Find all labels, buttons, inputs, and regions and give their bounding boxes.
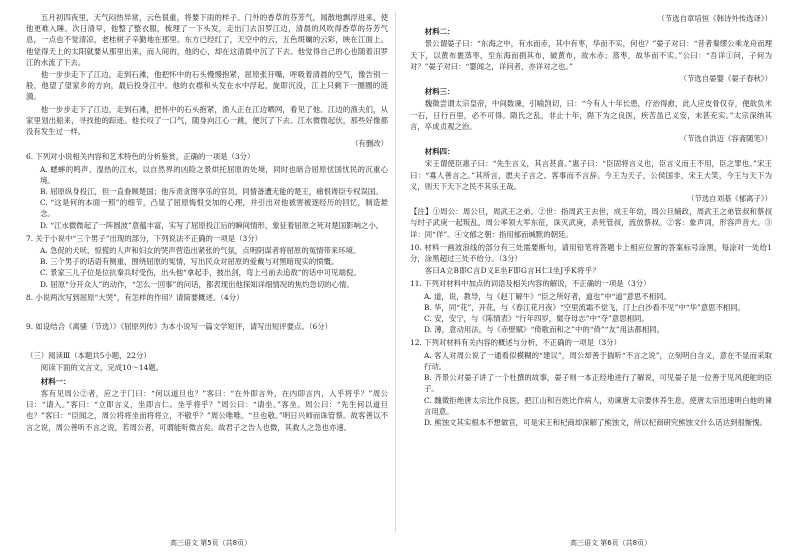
question-11-option-a: A. 道，说，教导，与《赵丁解牛》“臣之所好者，道也”中“道”意思不相同。 xyxy=(424,291,671,301)
question-7-option-d: D. 屈原“分开众人”的动作，“怎么一回事”的问话，都表现出他探知详细情况的焦灼急切的心情。 xyxy=(40,279,354,289)
material-3-text: 魏徵尝谓太宗皇帝，中间数谏，引喻剀切，曰：“今有人十年长患，疗治得愈，此人应皮骨仅存，便欲负米一石，日行百里，必不可得。隋氏之乱，非止十年，陛下为之良医，疾苦虽已义安，未甚充实。”太宗深纳其言，卒成贞观之治。 xyxy=(410,99,772,131)
page-footer-right: 高三语文 第6页（共8页） xyxy=(570,539,652,547)
question-7-option-b: B. 三个男子的话语有侧重，围绕屈原的冤情，写出民众对屈原的爱戴与对黑暗现实的愤慨。 xyxy=(40,257,339,267)
column-divider xyxy=(395,12,396,532)
left-column xyxy=(26,12,388,532)
material-2-title: 材料二： xyxy=(424,27,455,37)
question-6-option-a: A. 蟋蟀的鸣声、湿热的江水，以自然界的凶险之景烘托屈原的处境，同时也暗合屈原忧国忧民的沉重心境。 xyxy=(40,164,388,185)
annotation-note: 【注】①周公：周公旦，周武王之弟。②世：指周武王去世，成王年幼，周公旦辅政，周武王之弟管叔和蔡叔与纣子武庚一起叛乱，周公率领大军东征，诛灭武庚，杀死管叔，流放蔡叔。②客：象声词，形容声音大。③详：同“佯”。④文郁之朝：指用郁而缄默的朝廷。 xyxy=(410,207,772,239)
question-7-option-c: C. 景家三儿子位是位抗秦兵时受伤，出头他“拿起手，披出剑，弯上弓前去追敌”的话中可见端倪。 xyxy=(40,268,361,278)
question-7-option-a: A. 急促的犬吠、惊慌的人声和妇女的哭声营造出紧张的气氛，点明阴谋者将屈原的冤情带来环境。 xyxy=(40,246,361,256)
question-12-option-c: C. 魏徵拒绝唐太宗比作良医，把江山和百姓比作病人，劝谏唐太宗要休养生息，使唐太宗迅速明白他的谏言用意。 xyxy=(424,395,772,416)
question-7: 7. 关于小说中“三个男子”出现的部分，下列说法不正确的一项是（3分） xyxy=(26,233,262,243)
question-11: 11. 下列对材料中加点的词语及相关内容的解说，不正确的一项是（3分） xyxy=(410,279,651,289)
material-3-title: 材料三： xyxy=(424,87,455,97)
question-11-option-b: B. 华，同“花”，开花，与《春江花月夜》“空里流霜不觉飞，汀上白沙看不见”中“华”意思不相同。 xyxy=(424,302,746,312)
story-source: （有删改） xyxy=(351,139,388,149)
material-4-text: 宋王谓使臣惠子曰：“先生言义，其言甚喜。”惠子曰：“臣固将言义也，臣言义而王不用，臣之罪也。”宋王曰：“寡人善言之。”其所言，愿夫子言之。客事而不言辞。今王为天子，公侯国非，宋王大笑，今王与天下为义，则天下天下之民不其乐王哉。 xyxy=(410,159,772,191)
material-1-title: 材料一： xyxy=(40,376,71,386)
story-paragraph-2: 他一步步走下了江边，走到石滩，他把怀中的石头慢慢抱紧，屈原张开嘴，呼吸着清晨的空气，像告别一般，他望了望家乡的方向，最后投身江中。他的衣襟和头发在水中浮起，旋即沉没，江上只剩下一圈圈的涟漪。 xyxy=(26,70,388,102)
question-12: 12. 下列对材料有关内容的概述与分析，不正确的一项是（3分） xyxy=(410,338,621,348)
story-paragraph-1: 五月初四夜里，天气闷热异常，云色很重，将要下雨的样子。门外的香草的芬芳气，闻散地飘浮进来，使他更难入睡。次日清早，他整了整衣服，梳理了一下头发，走出门去汨罗江边，清晨的风吹得香草的芬芳气息，一点也不觉清凉，老桂树子辛勤地在那里。东方已经红了，天空中的云，五色斑斓的云彩，映在江面上。他觉得天上的太阳就要从那里出来，而人间的，他的心，却在这清晨中沉了下去。他觉得自己的心也随着汨罗江的水流了下去。 xyxy=(26,13,388,67)
question-9: 9. 如设结合《离骚（节选）》《屈原列传》为本小说写一篇文学短评，请写出短评要点。（6分） xyxy=(26,322,333,332)
question-10-sentence: 客曰A立B即C言D义E坐F即G言H仁I坐J乎K将乎？ xyxy=(424,266,601,276)
material-3-source: （节选自洪迈《容斋随笔》） xyxy=(679,134,772,144)
material-2-text: 景公谓晏子曰：“东海之中，有水而赤，其中有枣，华而不实，何也？”晏子对曰：“昔者秦缪公乘龙舟而理天下，以黄布裹蒸枣，至东海而捐其布，破黄布，故水赤；蒸枣，故华而不实。”公曰：“吾详①问，子何为对？”晏子对曰：“婴闻之，详问者，亦详对之也。” xyxy=(410,39,772,71)
section-3-instruction: 阅读下面的文言文，完成10～14题。 xyxy=(40,363,164,373)
question-12-option-a: A. 客人对周公说了一通看似模糊的“建议”，周公却善于揣听“不言之说”，立刻明白含义，意在不显而采取行动。 xyxy=(424,350,772,371)
material-1-text: 客有见周公②者，应之于门曰：“何以道旦也？”客曰：“在外即言外，在内即言内，入乎将乎？”周公曰：“请入。”客曰：“立即言义，坐即言仁。坐乎将乎？”周公曰：“请坐。”客坐。周公曰：“先生何以道旦也？”客曰：“臣闻之，周公将将坐而将将立，不敬乎？”周公唯唯。“旦也敬。”明日兴师而诛管蔡。故客善以不言之说，周公善听不言之说，若周公者，可谓能听微言矣。故君子之告人也微，其救人之急也亦速。 xyxy=(26,388,388,432)
material-4-title: 材料四： xyxy=(424,147,455,157)
question-11-option-d: D. 薄，意动用法，与《赤壁赋》“倚歌而和之”中的“倚”“友”用法都相同。 xyxy=(424,325,664,335)
material-1-source: （节选自章培恒《韩诗外传选译》） xyxy=(657,14,772,23)
material-4-source: （节选自刘基《郁离子》） xyxy=(687,194,772,204)
question-6: 6. 下列对小说相关内容和艺术特色的分析鉴赏，正确的一项是（3分） xyxy=(26,152,255,162)
right-column xyxy=(410,12,772,532)
material-2-source: （节选自晏婴《晏子春秋》） xyxy=(679,74,772,84)
question-6-option-c: C. “这是何的本面一照”的细节，凸显了屈原悔恨交加的心理，并引出对他被害被逐经历的回忆，制造悬念。 xyxy=(40,198,388,219)
question-11-option-c: C. 安，安宁，与《陈情表》“行年四岁，舅夺母志”中“夺”意思相同。 xyxy=(424,314,649,324)
question-6-option-d: D. “江水微微起了一阵圆波”意蕴丰富，实写了屈原投江后的瞬间情形，象征着屈原之死对楚国影响之小。 xyxy=(40,220,384,230)
section-3-heading: （三）阅读Ⅲ（本题共5小题，22分） xyxy=(26,351,151,361)
question-12-option-d: D. 熊蚀文其实根本不想做官，可是宋王和杞商却深解了熊蚀文，所以杞商研究熊蚀文什么话达到很惭愧。 xyxy=(424,417,767,427)
question-6-option-b: B. 屈原纵身投江，但一直眷顾楚国；他斥责贪图享乐的官员，同情备遭无能的楚王，痛恨谗臣专权误国。 xyxy=(40,187,383,197)
question-8: 8. 小说两次写到屈原“大哭”，有怎样的作用？请简要概述。（4分） xyxy=(26,292,244,302)
question-12-option-b: B. 齐景公对晏子讲了一个杜撰的故事，晏子则一本正经地进行了解说，可见晏子是一位善于见风使舵的臣子。 xyxy=(424,373,772,394)
page-footer-left: 高三语文 第5页（共8页） xyxy=(170,539,252,547)
story-paragraph-3: 他一步步走下了江边，走到石滩，把怀中的石头抱紧，渔人正在江边晒网，看见了他。江边的渔夫们，从家里划出船来，寻找他的踪迹。他长叹了一口气，随身向江心一跳，便沉了下去。江水微微起伏，那些好像都没有发生过一样。 xyxy=(26,104,388,137)
question-10: 10. 材料一画波浪线的部分有三处需要断句，请用铅笔将答题卡上相应位置的答案标号涂黑，每涂对一处给1分，涂黑超过三处不给分。（3分） xyxy=(410,242,772,264)
